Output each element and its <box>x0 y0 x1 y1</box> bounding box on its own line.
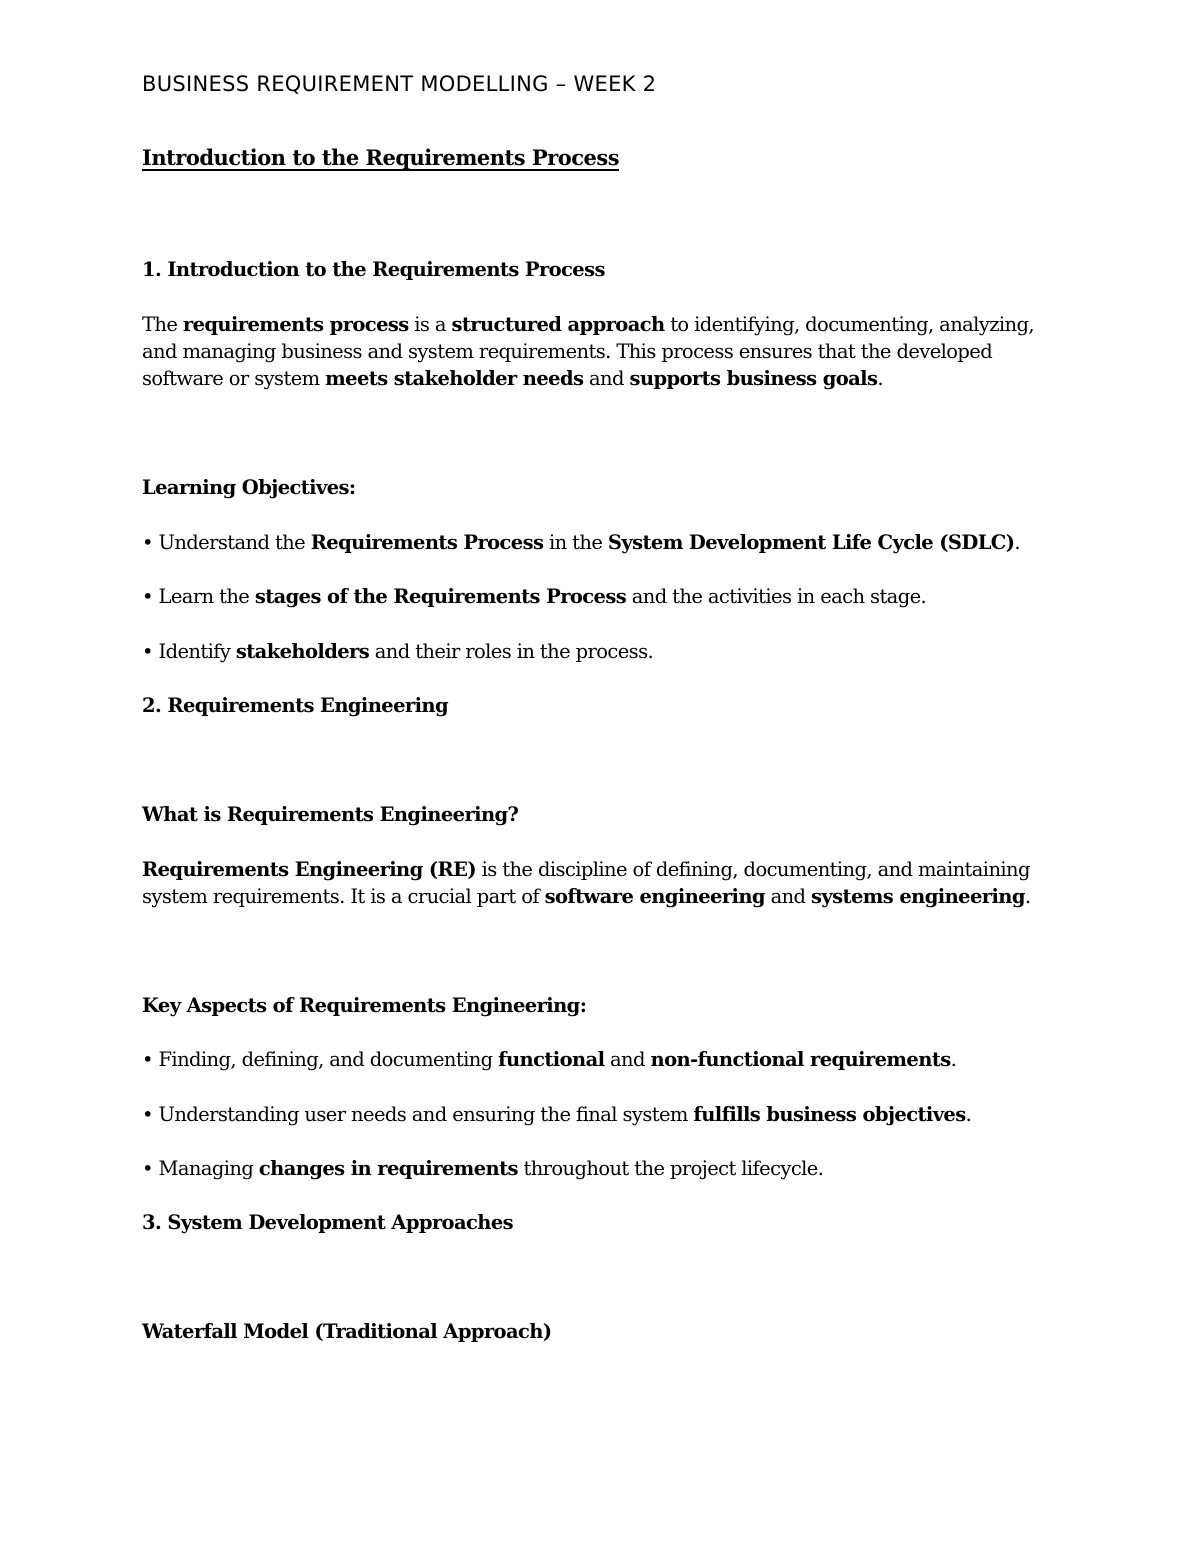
waterfall-model-heading: Waterfall Model (Traditional Approach) <box>142 1320 552 1343</box>
section-1-para-line-2: and managing business and system requirements. This process ensures that the developed <box>142 340 993 363</box>
aspect-bullet-1: • Finding, defining, and documenting functional and non-functional requirements. <box>142 1048 957 1071</box>
objective-bullet-3: • Identify stakeholders and their roles in the process. <box>142 640 654 663</box>
aspect-bullet-2: • Understanding user needs and ensuring the final system fulfills business objectives. <box>142 1103 972 1126</box>
section-2-para-line-1: Requirements Engineering (RE) is the discipline of defining, documenting, and maintaining <box>142 858 1030 881</box>
document-title: Introduction to the Requirements Process <box>142 145 620 170</box>
section-2-heading: 2. Requirements Engineering <box>142 694 449 717</box>
document-header: BUSINESS REQUIREMENT MODELLING – WEEK 2 <box>142 72 657 96</box>
section-1-heading: 1. Introduction to the Requirements Process <box>142 258 605 281</box>
what-is-re-heading: What is Requirements Engineering? <box>142 803 519 826</box>
document-page <box>142 0 1042 1553</box>
section-1-para-line-3: software or system meets stakeholder needs and supports business goals. <box>142 367 883 390</box>
objective-bullet-1: • Understand the Requirements Process in the System Development Life Cycle (SDLC). <box>142 531 1020 554</box>
learning-objectives-heading: Learning Objectives: <box>142 476 356 499</box>
section-1-para-line-1: The requirements process is a structured approach to identifying, documenting, analyzing, <box>142 313 1034 336</box>
objective-bullet-2: • Learn the stages of the Requirements Process and the activities in each stage. <box>142 585 927 608</box>
aspect-bullet-3: • Managing changes in requirements throughout the project lifecycle. <box>142 1157 824 1180</box>
section-2-para-line-2: system requirements. It is a crucial part of software engineering and systems engineering. <box>142 885 1031 908</box>
section-3-heading: 3. System Development Approaches <box>142 1211 514 1234</box>
key-aspects-heading: Key Aspects of Requirements Engineering: <box>142 994 587 1017</box>
